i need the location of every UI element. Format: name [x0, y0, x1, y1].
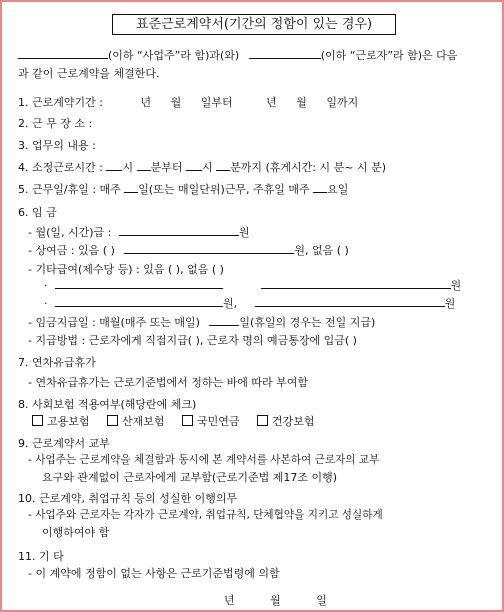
checkbox[interactable]	[107, 415, 118, 426]
hour-unit-2: 시	[201, 161, 213, 174]
intro-line-2: 과 같이 근로계약을 체결한다.	[18, 67, 160, 80]
item-4-label: 4. 소정근로시간 :	[18, 161, 103, 174]
weekday-unit: 요일	[327, 183, 349, 196]
employer-blank[interactable]	[18, 48, 108, 59]
option-label: 건강보험	[272, 415, 315, 428]
minute-blank-2[interactable]	[216, 160, 230, 171]
item-10-text-1: - 사업주와 근로자는 각자가 근로계약, 취업규칙, 단체협약을 지키고 성실하게	[28, 509, 383, 521]
item-8-label: 8. 사회보험 적용여부(해당란에 체크)	[18, 398, 197, 411]
wage-won: 원	[238, 226, 250, 239]
date-year: 년	[224, 594, 235, 607]
minute-to-break: 분까지 (휴게시간: 시 분~ 시 분)	[230, 161, 386, 174]
other-pay-blank-3[interactable]	[55, 296, 223, 307]
end-month: 월	[296, 96, 307, 109]
minute-from: 분부터	[150, 161, 183, 174]
option-label: 국민연금	[197, 415, 240, 428]
item-7-text: - 연차유급휴가는 근로기준법에서 정하는 바에 따라 부여함	[28, 376, 308, 389]
other-pay-line-1	[44, 277, 461, 293]
insurance-options	[32, 413, 315, 429]
end-year: 년	[266, 96, 277, 109]
date-day: 일	[316, 594, 327, 607]
other-pay-row: - 기타급여(제수당 등) : 있음 ( ), 없음 ( )	[28, 263, 224, 276]
employee-blank[interactable]	[249, 48, 321, 59]
end-day: 일까지	[326, 96, 359, 109]
item-5-label: 5. 근무일/휴일 : 매주	[18, 183, 121, 196]
hour-blank-2[interactable]	[186, 160, 202, 171]
other-pay-blank-4[interactable]	[255, 296, 445, 307]
checkbox[interactable]	[257, 415, 268, 426]
other-pay-won-1: 원	[450, 279, 462, 292]
insurance-option[interactable]	[32, 415, 90, 428]
item-10-label: 10. 근로계약, 취업규칙 등의 성실한 이행의무	[18, 492, 238, 505]
checkbox[interactable]	[32, 415, 43, 426]
item-9-text-2: 요구와 관계없이 근로자에게 교부함(근로기준법 제17조 이행)	[42, 471, 338, 484]
start-month: 월	[170, 96, 182, 109]
payday-label: - 임금지급일 : 매월(매주 또는 매일)	[28, 316, 200, 329]
date-month: 월	[270, 594, 281, 607]
payday-row	[28, 314, 375, 330]
item-11-label: 11. 기 타	[18, 550, 64, 563]
bullet-dot: ·	[44, 279, 48, 292]
wage-label: - 월(일, 시간)급 :	[28, 226, 112, 239]
start-day: 일부터	[200, 96, 233, 109]
bonus-label: - 상여금 : 있음 ( )	[28, 244, 115, 257]
item-2-workplace: 2. 근 무 장 소 :	[18, 117, 93, 130]
bonus-amount-blank[interactable]	[124, 243, 294, 254]
wage-amount-blank[interactable]	[119, 225, 239, 236]
option-label: 고용보험	[47, 415, 90, 428]
item-6-wage-heading: 6. 임 금	[18, 206, 57, 219]
option-label: 산재보험	[122, 415, 165, 428]
item-9-label: 9. 근로계약서 교부	[18, 437, 110, 450]
item-4-hours	[18, 159, 386, 175]
insurance-option[interactable]	[257, 415, 315, 428]
intro-line-1	[18, 47, 457, 63]
item-11-text: - 이 계약에 정함이 없는 사항은 근로기준법령에 의함	[28, 567, 280, 580]
bullet-dot: ·	[44, 297, 48, 310]
start-year: 년	[140, 96, 152, 109]
item-5-text: 일(또는 매일단위)근무, 주휴일 매주	[138, 183, 310, 196]
other-pay-line-2	[44, 295, 455, 311]
payday-note: 일(휴일의 경우는 전일 지급)	[239, 316, 376, 329]
hour-blank-1[interactable]	[106, 160, 122, 171]
item-9-text-1: - 사업주는 근로계약을 체결함과 동시에 본 계약서를 사본하여 근로자의 교부	[28, 454, 380, 466]
item-7-label: 7. 연차유급휴가	[18, 356, 96, 369]
item-1-period	[18, 94, 358, 110]
insurance-option[interactable]	[182, 415, 240, 428]
pay-method-row: - 지급방법 : 근로자에게 직접지급( ), 근로자 명의 예금통장에 입금( )	[28, 334, 357, 347]
hour-unit-1: 시	[122, 161, 134, 174]
date-line	[224, 592, 327, 608]
wage-row	[28, 224, 250, 240]
item-1-label: 1. 근로계약기간 :	[18, 96, 103, 109]
item-3-duties: 3. 업무의 내용 :	[18, 139, 96, 152]
other-pay-won-comma: 원,	[223, 297, 238, 310]
insurance-option[interactable]	[107, 415, 165, 428]
bonus-row	[28, 242, 349, 258]
payday-blank[interactable]	[209, 315, 239, 326]
days-blank[interactable]	[124, 182, 138, 193]
item-5-workdays	[18, 181, 348, 197]
weekday-blank[interactable]	[313, 182, 327, 193]
bonus-none: 원, 없음 ( )	[294, 244, 349, 257]
contract-page	[2, 2, 502, 610]
other-pay-won-2: 원	[444, 297, 456, 310]
employee-text: (이하 “근로자”라 함)은 다음	[320, 49, 458, 62]
other-pay-blank-2[interactable]	[261, 278, 451, 289]
other-pay-blank-1[interactable]	[55, 278, 223, 289]
checkbox[interactable]	[182, 415, 193, 426]
item-10-text-2: 이행하여야 함	[42, 526, 110, 539]
employer-text: (이하 “사업주”라 함)과(와)	[108, 49, 240, 62]
document-title: 표준근로계약서(기간의 정함이 있는 경우)	[112, 14, 396, 35]
minute-blank-1[interactable]	[137, 160, 151, 171]
